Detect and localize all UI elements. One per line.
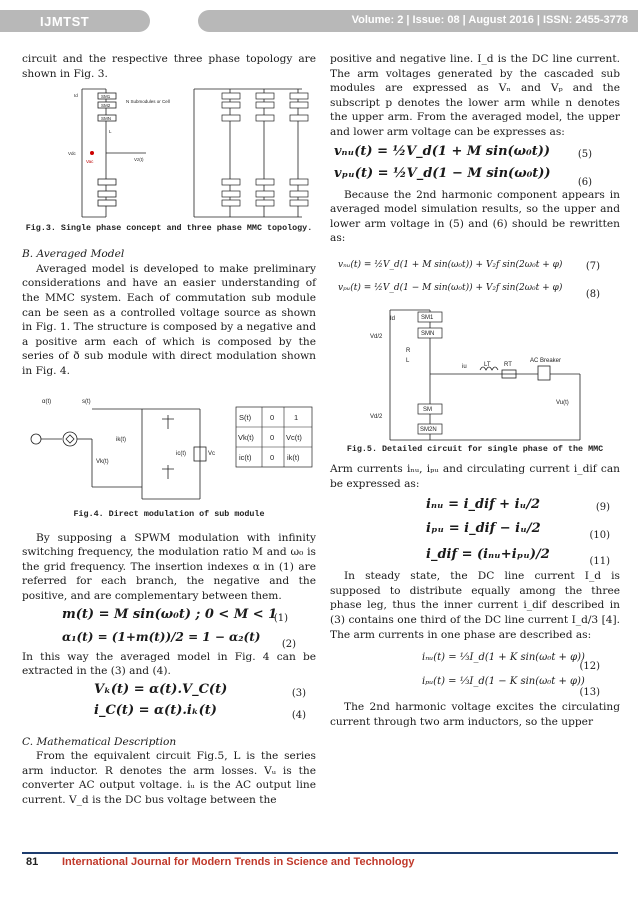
- fig4-label-at: α(t): [42, 398, 52, 405]
- second-harmonic-paragraph: Because the 2nd harmonic component appears in averaged model simulation results, so the upper and lower arm voltage in (5) and (6) should be rewritten as:: [330, 188, 620, 245]
- arm-voltage-paragraph: positive and negative line. I_d is the DC line current. The arm voltages generated by the cascaded sub modules are expressed as Vₙ and Vₚ and the subscript p denotes the lower arm while n denotes the upper arm. From the averaged model, the upper and lower arm voltage can be expresses as:: [330, 53, 620, 138]
- fig4-table-cell: 0: [270, 432, 275, 442]
- equation-5-body: vₙᵤ(t) = ½V_d(1 + M sin(ω₀t)): [334, 143, 551, 159]
- fig5-label-ac-breaker: AC Breaker: [530, 357, 562, 364]
- volume-info: Volume: 2 | Issue: 08 | August 2016 | ISSN: 2455-3778: [351, 14, 628, 26]
- fig4-table-cell: ic(t): [239, 452, 252, 462]
- equation-3-body: Vₖ(t) = α(t).V_C(t): [94, 681, 228, 697]
- equation-5: [330, 140, 620, 164]
- fig4-label-st: s(t): [82, 398, 91, 405]
- fig3-label-sm1: SM1: [101, 94, 111, 100]
- equation-6-body: vₚᵤ(t) = ½V_d(1 − M sin(ω₀t)): [334, 165, 551, 181]
- equation-8: [330, 280, 620, 304]
- fig5-label-iu: iu: [462, 363, 467, 370]
- fig4-caption: Fig.4. Direct modulation of sub module: [73, 508, 265, 519]
- equation-13: [330, 674, 620, 700]
- equation-3-number: (3): [291, 687, 306, 699]
- fig5-label-r: R: [406, 347, 411, 354]
- fig4-label-vk: Vk(t): [96, 458, 109, 465]
- equation-7-number: (7): [585, 260, 600, 272]
- fig4-table-cell: 0: [270, 412, 275, 422]
- fig3-label-vac: Vac: [86, 159, 94, 165]
- fig5-label-l: L: [406, 357, 410, 364]
- fig3-ac-source: [90, 151, 94, 155]
- fig4-table-cell: 0: [270, 452, 275, 462]
- footer-rule: [22, 852, 618, 854]
- arm-currents-paragraph: Arm currents iₙᵤ, iₚᵤ and circulating current i_dif can be expressed as:: [330, 462, 620, 490]
- right-column: [330, 52, 620, 729]
- fig4-table-cell: 1: [294, 412, 299, 422]
- equation-11: [330, 543, 620, 569]
- equation-8-number: (8): [585, 288, 600, 300]
- fig3-label-l: L: [109, 129, 112, 135]
- equation-6-number: (6): [577, 176, 592, 188]
- equation-3: [22, 679, 316, 701]
- fig5-label-sm2n: SM2N: [420, 426, 437, 433]
- fig3-label-vz: Vz(t): [134, 157, 144, 163]
- averaged-model-paragraph: Averaged model is developed to make preliminary considerations and have an easier understanding of the MMC system. Each of commutation sub module can be seen as a controlled voltage source as shown in Fig. 1. The structure is composed by a negative and a positive arm each of which is composed by the series of ð sub module with direct modulation shown in Fig. 4.: [22, 262, 316, 377]
- fig5-caption: Fig.5. Detailed circuit for single phase of the MMC: [346, 443, 604, 454]
- equation-7-body: vₙᵤ(t) = ½V_d(1 + M sin(ω₀t)) + V₂f sin(2ω₀t + φ): [338, 259, 563, 270]
- fig5-label-id: Id: [390, 315, 396, 322]
- steady-state-paragraph: In steady state, the DC line current I_d is supposed to distribute equally among the three phase leg, thus the inner current i_dif described in (3) contains one third of the DC line current I_d/3 [4]. The arm currents in one phase are described as:: [330, 570, 620, 641]
- equation-2-number: (2): [281, 638, 296, 650]
- fig5-label-vd2-bottom: Vd/2: [370, 413, 383, 420]
- journal-logo: IJMTST: [40, 14, 90, 29]
- fig5-label-sm: SM: [423, 406, 432, 413]
- fig3-label-smn: SMN: [101, 116, 111, 122]
- equation-11-number: (11): [589, 556, 610, 568]
- equation-12-body: iₙᵤ(t) = ⅓I_d(1 + K sin(ω₀t + φ)): [422, 652, 585, 664]
- equation-6: [330, 164, 620, 188]
- fig5-diagram: [330, 306, 620, 444]
- fig3-diagram: [22, 85, 316, 221]
- fig4-label-vc: Vc: [208, 450, 216, 457]
- fig4-table-cell: Vc(t): [286, 432, 302, 442]
- fig5-label-vd2-top: Vd/2: [370, 333, 383, 340]
- figure-5: [330, 306, 620, 444]
- extraction-paragraph: In this way the averaged model in Fig. 4 can be extracted in the (3) and (4).: [22, 650, 316, 678]
- fig5-label-rt: RT: [504, 361, 512, 368]
- equation-4: [22, 701, 316, 723]
- equation-1-body: m(t) = M sin(ω₀t) ; 0 < M < 1: [62, 606, 278, 622]
- left-column: [22, 52, 316, 808]
- equation-11-body: i_dif = (iₙᵤ+iₚᵤ)/2: [426, 547, 550, 563]
- section-b-heading: B. Averaged Model: [22, 248, 125, 261]
- harmonic-voltage-paragraph: The 2nd harmonic voltage excites the circulating current through two arm inductors, so the upper: [330, 701, 620, 728]
- fig4-label-ic: ic(t): [176, 450, 186, 457]
- equation-5-number: (5): [577, 148, 592, 160]
- equation-2-body: α₁(t) = (1+m(t))/2 = 1 − α₂(t): [62, 629, 261, 644]
- figure-4: [22, 389, 316, 509]
- fig4-truth-table: [236, 407, 312, 467]
- fig3-label-id: Id: [74, 93, 78, 99]
- equation-1: [22, 604, 316, 626]
- spwm-paragraph: By supposing a SPWM modulation with infinity switching frequency, the modulation ratio M and ω₀ is the grid frequency. The insertion indexes α in (1) are referred for each branch, the negative and the positive, and are complementary between them.: [22, 531, 316, 602]
- page-number: 81: [26, 856, 39, 868]
- equation-4-number: (4): [291, 709, 306, 721]
- equation-12-number: (12): [579, 661, 600, 673]
- equation-13-number: (13): [579, 687, 600, 699]
- figure-3: [22, 85, 316, 223]
- equation-9-body: iₙᵤ = i_dif + iᵤ/2: [426, 497, 541, 513]
- equation-8-body: vₚᵤ(t) = ½V_d(1 − M sin(ω₀t)) + V₂f sin(2ω₀t + φ): [338, 282, 563, 293]
- fig3-label-vdc: Vdc: [68, 151, 76, 157]
- equation-10: [330, 517, 620, 543]
- page-header: [0, 0, 638, 40]
- fig4-table-cell: ik(t): [287, 452, 300, 462]
- fig5-label-sm1: SM1: [421, 314, 434, 321]
- fig5-label-vu: Vu(t): [556, 399, 569, 406]
- equation-2: [22, 626, 316, 650]
- fig3-caption: Fig.3. Single phase concept and three phase MMC topology.: [25, 223, 313, 234]
- journal-name: International Journal for Modern Trends in Science and Technology: [62, 856, 415, 868]
- fig5-label-lt: LT: [484, 361, 491, 368]
- page-footer: [22, 852, 618, 872]
- equation-13-body: iₚᵤ(t) = ⅓I_d(1 − K sin(ω₀t + φ)): [422, 676, 585, 688]
- equation-9: [330, 491, 620, 517]
- fig4-table-cell: S(t): [239, 412, 252, 422]
- fig4-label-ik: ik(t): [116, 436, 126, 443]
- equation-9-number: (9): [595, 502, 610, 514]
- equation-4-body: i_C(t) = α(t).iₖ(t): [94, 702, 217, 718]
- section-c-heading: C. Mathematical Description: [22, 735, 177, 748]
- fig3-label-submodules: N Submodules or Cell: [126, 99, 170, 105]
- intro-paragraph: circuit and the respective three phase topology are shown in Fig. 3.: [22, 53, 316, 80]
- math-description-paragraph: From the equivalent circuit Fig.5, L is the series arm inductor. R denotes the arm losses. Vᵤ is the converter AC output voltage. iᵤ is the AC output line current. V_d is the DC bus voltage between the: [22, 750, 316, 807]
- equation-12: [330, 648, 620, 674]
- equation-1-number: (1): [273, 612, 288, 624]
- fig4-diagram: [22, 389, 316, 507]
- equation-7: [330, 254, 620, 280]
- fig4-table-cell: Vk(t): [238, 432, 254, 442]
- equation-10-number: (10): [589, 530, 610, 542]
- fig3-label-sm2: SM2: [101, 103, 111, 109]
- fig5-label-smn: SMN: [421, 330, 435, 337]
- equation-10-body: iₚᵤ = i_dif − iᵤ/2: [426, 521, 541, 537]
